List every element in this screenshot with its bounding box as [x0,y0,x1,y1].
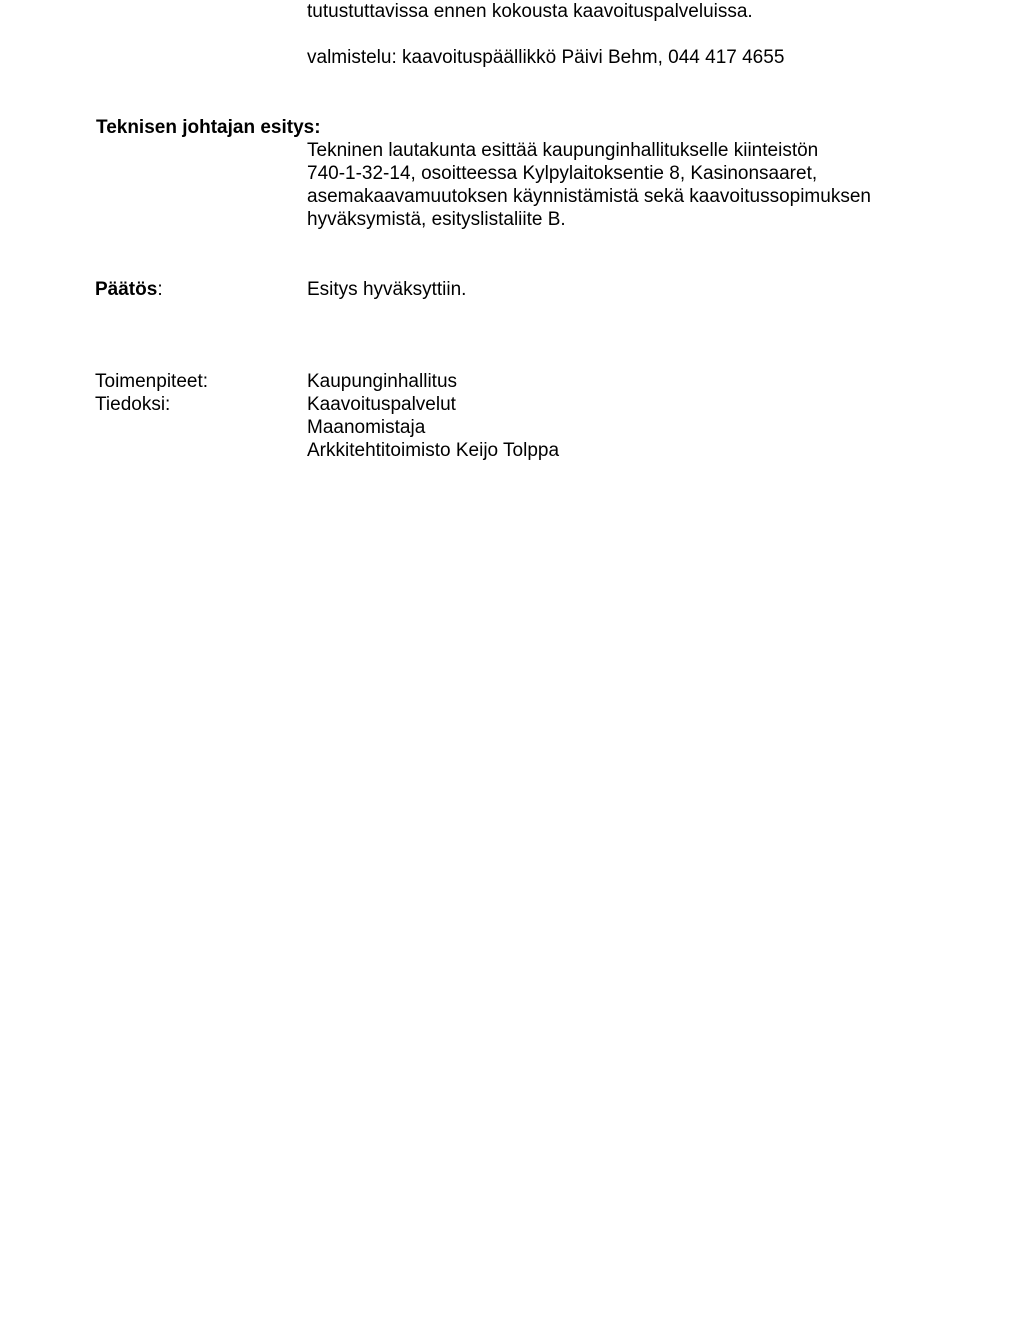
proposal-text [307,139,927,231]
proposal-line: 740-1-32-14, osoitteessa Kylpylaitoksentie 8, Kasinonsaaret, [307,163,818,184]
decision-label-suffix: : [157,279,163,300]
continuation-text: tutustuttavissa ennen kokousta kaavoituspalveluissa. [307,1,753,22]
tiedoksi-item: Kaavoituspalvelut [307,394,456,415]
proposal-line: hyväksymistä, esityslistaliite B. [307,209,566,230]
decision-label-bold: Päätös [95,279,158,300]
decision-label [95,278,163,301]
tiedoksi-item: Maanomistaja [307,417,426,438]
toimenpiteet-value: Kaupunginhallitus [307,371,458,392]
proposal-heading: Teknisen johtajan esitys: [96,117,321,138]
proposal-line: Tekninen lautakunta esittää kaupunginhallitukselle kiinteistön [307,140,819,161]
decision-text: Esitys hyväksyttiin. [307,279,467,300]
tiedoksi-item: Arkkitehtitoimisto Keijo Tolppa [307,440,560,461]
tiedoksi-list [307,393,927,462]
proposal-line: asemakaavamuutoksen käynnistämistä sekä kaavoitussopimuksen [307,186,871,207]
preparer-line: valmistelu: kaavoituspäällikkö Päivi Behm, 044 417 4655 [307,47,785,68]
tiedoksi-label: Tiedoksi: [95,394,171,415]
toimenpiteet-label: Toimenpiteet: [95,371,209,392]
